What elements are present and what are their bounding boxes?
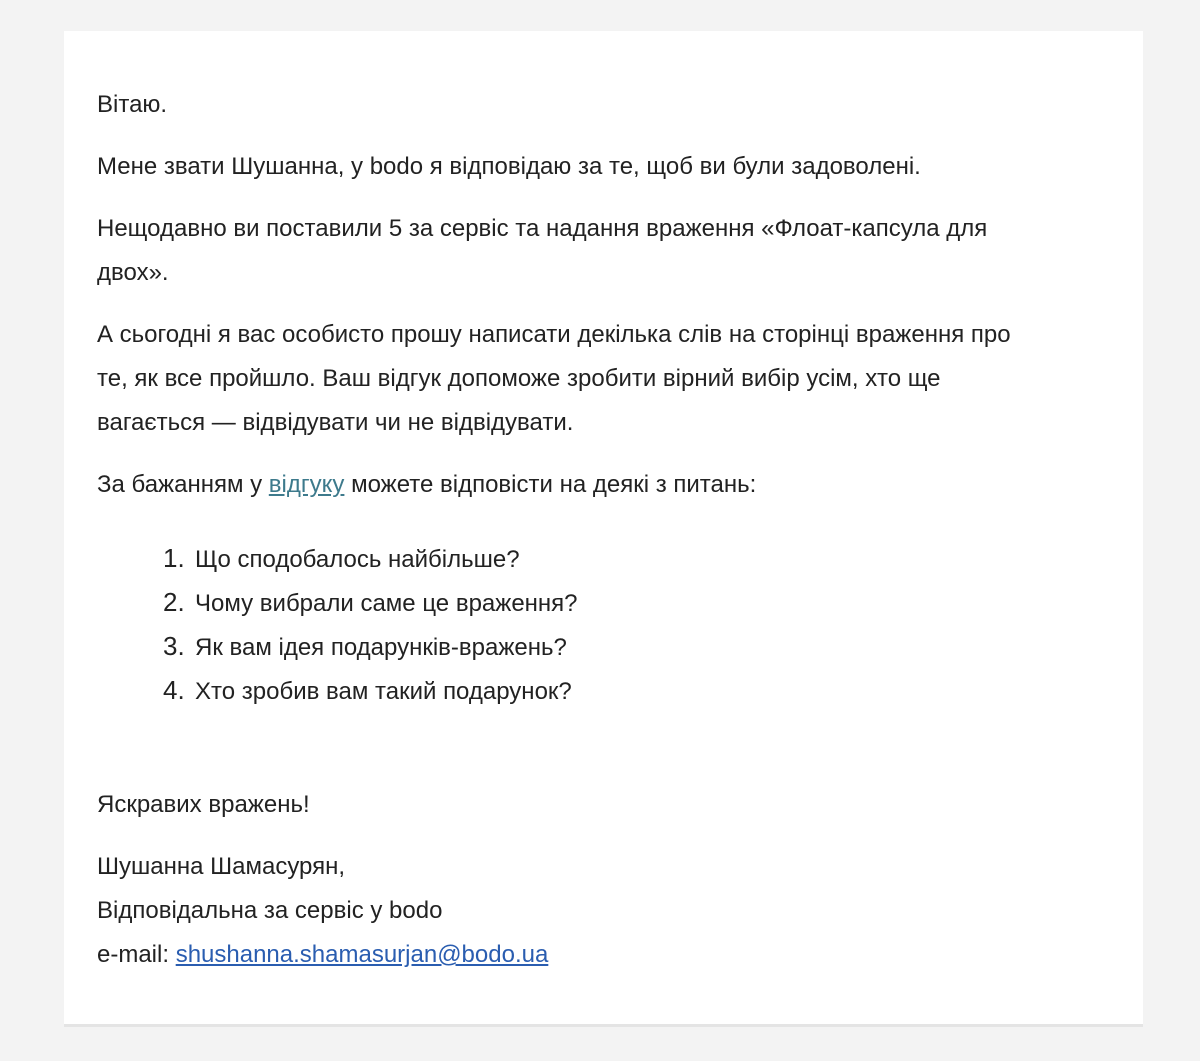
signature-email-line <box>97 933 548 977</box>
list-item <box>163 624 578 668</box>
email-card <box>64 31 1143 1027</box>
list-item-text: Що сподобалось найбільше? <box>195 546 520 573</box>
questions-intro-before: За бажанням у <box>97 471 269 498</box>
intro-paragraph: Мене звати Шушанна, у bodo я відповідаю за те, щоб ви були задоволені. <box>97 153 921 180</box>
rating-paragraph-line-2: двох». <box>97 259 169 286</box>
list-item-text: Чому вибрали саме це враження? <box>195 590 578 617</box>
request-paragraph-line-2: те, як все пройшло. Ваш відгук допоможе зробити вірний вибір усім, хто ще <box>97 365 941 392</box>
questions-list <box>163 536 578 712</box>
list-item-number: 4. <box>163 675 185 705</box>
questions-intro <box>97 463 756 507</box>
signature-name: Шушанна Шамасурян, <box>97 853 346 880</box>
request-paragraph-line-3: вагається — відвідувати чи не відвідувати. <box>97 409 574 436</box>
rating-paragraph-line-1: Нещодавно ви поставили 5 за сервіс та надання враження «Флоат-капсула для <box>97 215 988 242</box>
list-item <box>163 668 578 712</box>
questions-intro-after: можете відповісти на деякі з питань: <box>344 471 757 498</box>
list-item-number: 2. <box>163 587 185 617</box>
list-item <box>163 580 578 624</box>
email-label: e-mail: <box>97 941 176 968</box>
list-item-number: 3. <box>163 631 185 661</box>
list-item-text: Як вам ідея подарунків-вражень? <box>195 634 567 661</box>
list-item <box>163 536 578 580</box>
closing-line: Яскравих вражень! <box>97 791 310 818</box>
greeting: Вітаю. <box>97 91 168 118</box>
list-item-number: 1. <box>163 543 185 573</box>
review-link[interactable]: відгуку <box>268 471 345 498</box>
signature-role: Відповідальна за сервіс у bodo <box>97 897 443 924</box>
email-link[interactable]: shushanna.shamasurjan@bodo.ua <box>175 941 549 968</box>
list-item-text: Хто зробив вам такий подарунок? <box>195 678 572 705</box>
request-paragraph-line-1: А сьогодні я вас особисто прошу написати декілька слів на сторінці враження про <box>97 321 1011 348</box>
